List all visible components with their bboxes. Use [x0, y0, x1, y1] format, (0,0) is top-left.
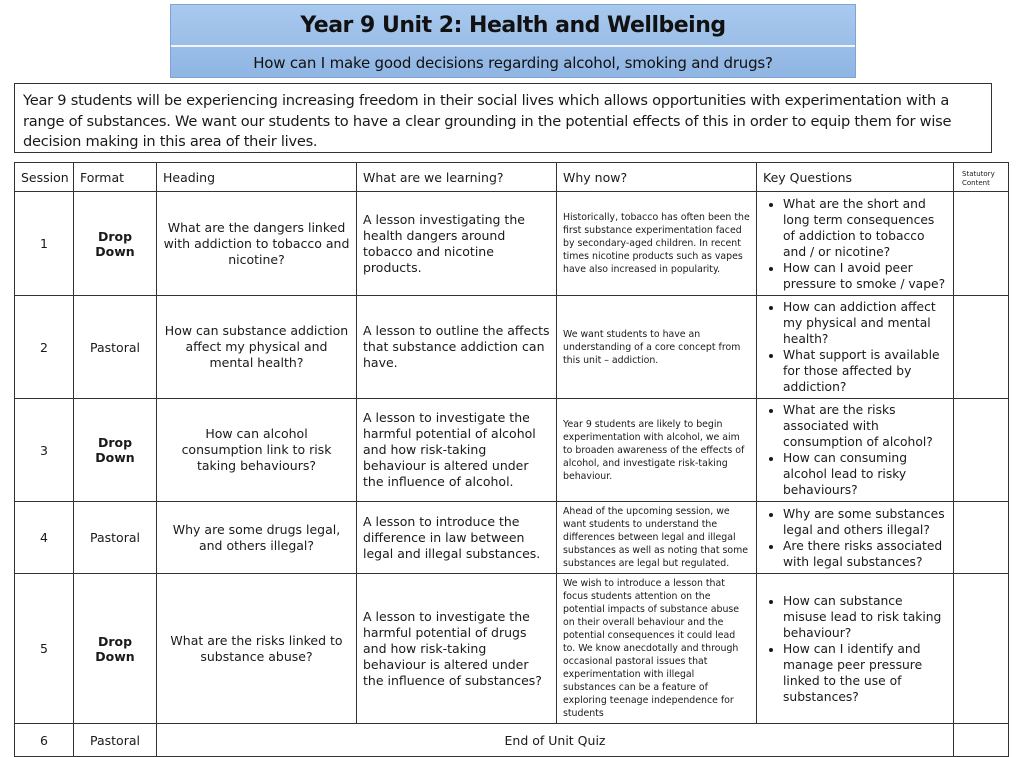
session-learning: A lesson investigating the health dangers around tobacco and nicotine products. — [357, 192, 557, 296]
key-question: • Why are some substances legal and others illegal? — [783, 506, 947, 538]
session-format: Pastoral — [74, 502, 157, 574]
session-format: Pastoral — [74, 296, 157, 399]
key-question: • How can substance misuse lead to risk taking behaviour? — [783, 593, 947, 641]
session-learning: A lesson to outline the affects that substance addiction can have. — [357, 296, 557, 399]
session-heading: How can substance addiction affect my physical and mental health? — [157, 296, 357, 399]
session-why-now: Historically, tobacco has often been the first substance experimentation faced by secondary-aged children. In recent times nicotine products such as vapes have also increased in popularity. — [557, 192, 757, 296]
session-number: 6 — [15, 724, 74, 757]
col-header-statutory: Statutory Content — [954, 163, 1009, 192]
page-subtitle: How can I make good decisions regarding alcohol, smoking and drugs? — [253, 54, 773, 72]
statutory-cell — [954, 399, 1009, 502]
key-question: • How can I identify and manage peer pressure linked to the use of substances? — [783, 641, 947, 705]
key-question: • How can I avoid peer pressure to smoke / vape? — [783, 260, 947, 292]
title-banner — [170, 4, 856, 78]
session-format: Drop Down — [74, 574, 157, 724]
intro-text: Year 9 students will be experiencing increasing freedom in their social lives which allows opportunities with experimentation with a range of substances. We want our students to have a clear grounding in the potential effects of this in order to equip them for wise decision making in this area of their lives. — [14, 83, 992, 153]
session-key-questions — [757, 574, 954, 724]
table-row — [15, 502, 1009, 574]
banner-divider — [171, 45, 855, 47]
statutory-cell — [954, 192, 1009, 296]
table-row — [15, 724, 1009, 757]
page-title: Year 9 Unit 2: Health and Wellbeing — [300, 13, 726, 38]
session-learning: A lesson to investigate the harmful potential of drugs and how risk-taking behaviour is altered under the influence of substances? — [357, 574, 557, 724]
col-header-why: Why now? — [557, 163, 757, 192]
session-number: 5 — [15, 574, 74, 724]
col-header-format: Format — [74, 163, 157, 192]
session-format: Drop Down — [74, 399, 157, 502]
session-format: Pastoral — [74, 724, 157, 757]
col-header-session: Session — [15, 163, 74, 192]
session-heading: How can alcohol consumption link to risk taking behaviours? — [157, 399, 357, 502]
table-header-row — [15, 163, 1009, 192]
session-number: 4 — [15, 502, 74, 574]
session-heading: What are the risks linked to substance abuse? — [157, 574, 357, 724]
session-key-questions — [757, 296, 954, 399]
session-heading: What are the dangers linked with addiction to tobacco and nicotine? — [157, 192, 357, 296]
key-question: • What are the risks associated with consumption of alcohol? — [783, 402, 947, 450]
statutory-cell — [954, 724, 1009, 757]
table-row — [15, 574, 1009, 724]
session-heading: Why are some drugs legal, and others illegal? — [157, 502, 357, 574]
session-key-questions — [757, 502, 954, 574]
end-of-unit-quiz: End of Unit Quiz — [157, 724, 954, 757]
table-row — [15, 192, 1009, 296]
table-row — [15, 296, 1009, 399]
session-number: 1 — [15, 192, 74, 296]
session-number: 2 — [15, 296, 74, 399]
key-question: • How can consuming alcohol lead to risky behaviours? — [783, 450, 947, 498]
key-question: • Are there risks associated with legal substances? — [783, 538, 947, 570]
statutory-cell — [954, 502, 1009, 574]
key-question: • What are the short and long term consequences of addiction to tobacco and / or nicotine? — [783, 196, 947, 260]
session-format: Drop Down — [74, 192, 157, 296]
session-key-questions — [757, 192, 954, 296]
session-number: 3 — [15, 399, 74, 502]
session-learning: A lesson to investigate the harmful potential of alcohol and how risk-taking behaviour is altered under the influence of alcohol. — [357, 399, 557, 502]
session-key-questions — [757, 399, 954, 502]
session-why-now: Year 9 students are likely to begin experimentation with alcohol, we aim to broaden awareness of the effects of alcohol, and investigate risk-taking behaviour. — [557, 399, 757, 502]
session-why-now: Ahead of the upcoming session, we want students to understand the differences between legal and illegal substances as well as noting that some substances are legal but regulated. — [557, 502, 757, 574]
session-why-now: We wish to introduce a lesson that focus students attention on the potential impacts of substance abuse on their overall behaviour and the potential consequences it could lead to. We know anecdotally and through occasional pastoral issues that experimentation with illegal substances can be a feature of exploring teenage independence for students — [557, 574, 757, 724]
col-header-learning: What are we learning? — [357, 163, 557, 192]
key-question: • What support is available for those affected by addiction? — [783, 347, 947, 395]
table-row — [15, 399, 1009, 502]
col-header-heading: Heading — [157, 163, 357, 192]
session-learning: A lesson to introduce the difference in law between legal and illegal substances. — [357, 502, 557, 574]
statutory-cell — [954, 296, 1009, 399]
statutory-cell — [954, 574, 1009, 724]
col-header-key-questions: Key Questions — [757, 163, 954, 192]
session-why-now: We want students to have an understanding of a core concept from this unit – addiction. — [557, 296, 757, 399]
session-table — [14, 162, 1009, 757]
key-question: • How can addiction affect my physical and mental health? — [783, 299, 947, 347]
